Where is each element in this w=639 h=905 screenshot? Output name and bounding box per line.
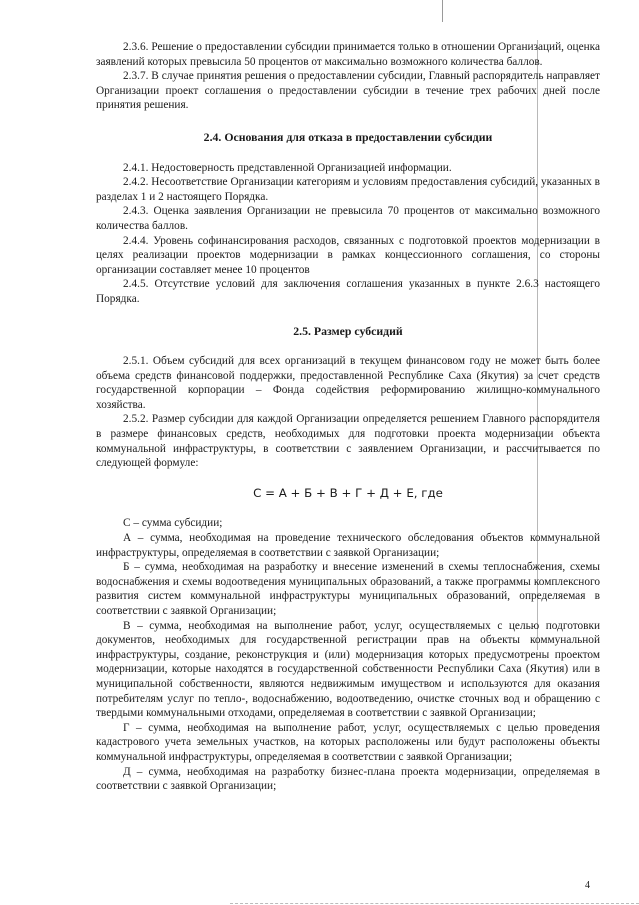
definition-d: Д – сумма, необходимая на разработку бизнес-плана проекта модернизации, определяемая в соответствии с заявкой Организации; [96,765,600,793]
paragraph-2-4-1: 2.4.1. Недостоверность представленной Организацией информации. [123,161,452,174]
section-heading-2-4: 2.4. Основания для отказа в предоставлении субсидии [203,129,493,144]
paragraph-2-4-5: 2.4.5. Отсутствие условий для заключения соглашения указанных в пункте 2.6.3 настоящего Порядка. [96,278,600,305]
definition-c: С – сумма субсидии; [123,517,223,530]
section-heading-2-5: 2.5. Размер субсидий [293,323,403,338]
paragraph-2-3-6: 2.3.6. Решение о предоставлении субсидии принимается только в отношении Организаций, оценка заявлений которых превысила 50 процентов от максимально возможного количества баллов. [96,41,600,68]
paragraph-2-4-2: 2.4.2. Несоответствие Организации категориям и условиям предоставления субсидий, указанных в разделах 1 и 2 настоящего Порядка. [96,176,600,203]
paragraph-2-3-7: 2.3.7. В случае принятия решения о предоставлении субсидии, Главный распорядитель направляет Организации проект соглашения о предоставлении субсидии в течение трех рабочих дней после принятия решения. [96,70,600,112]
document-body [96,40,600,794]
paragraph-2-5-2: 2.5.2. Размер субсидии для каждой Организации определяется решением Главного распорядителя в размере финансовых средств, необходимых для подготовки проекта модернизации объекта коммунальной инфраструктуры, в соответствии с заявлением Организации, и рассчитывается по следующей формуле: [96,413,600,470]
paragraph-2-4-3: 2.4.3. Оценка заявления Организации не превысила 70 процентов от максимально возможного количества баллов. [96,205,600,232]
definition-a: А – сумма, необходимая на проведение технического обследования объектов коммунальной инфраструктуры, определяемая в соответствии с заявкой Организации; [96,532,600,559]
definition-b: Б – сумма, необходимая на разработку и внесение изменений в схемы теплоснабжения, схемы водоснабжения и схемы водоотведения муниципальных образований, а также программы комплексного развития систем коммунальной инфраструктуры муниципальных образований, определяемая в соответствии с заявкой Организации; [96,561,600,617]
subsidy-formula: С = А + Б + В + Г + Д + Е, где [253,485,443,500]
definition-g: Г – сумма, необходимая на выполнение работ, услуг, осуществляемых с целью проведения кадастрового учета земельных участков, на которых расположены или будут расположены объекты коммунальной инфраструктуры, определяемая в соответствии с заявкой Организации; [96,721,600,763]
scan-edge-mark [442,0,443,22]
page-number: 4 [585,880,590,891]
definition-v: В – сумма, необходимая на выполнение работ, услуг, осуществляемых с целью подготовки документов, необходимых для государственной регистрации прав на объекты коммунальной инфраструктуры, создание, реконструкция и (или) модернизация которых предусмотрены проектом модернизации, которые находятся в государственной собственности Республики Саха (Якутия) или в муниципальной собственности, являются недвижимым имуществом и используются для оказания потребителям услуг по тепло-, водоснабжению, водоотведению, очистке сточных вод и обращению с твердыми коммунальными отходами, определяемая в соответствии с заявкой Организации; [96,619,600,720]
paragraph-2-4-4: 2.4.4. Уровень софинансирования расходов, связанных с подготовкой проектов модернизации в целях реализации проектов модернизации в рамках концессионного соглашения, со стороны организации составляет менее 10 процентов [96,234,600,276]
paragraph-2-5-1: 2.5.1. Объем субсидий для всех организаций в текущем финансовом году не может быть более объема средств финансовой поддержки, предоставленной Республике Саха (Якутия) за счет средств государственной корпорации – Фонда содействия реформированию жилищно-коммунального хозяйства. [96,355,600,411]
